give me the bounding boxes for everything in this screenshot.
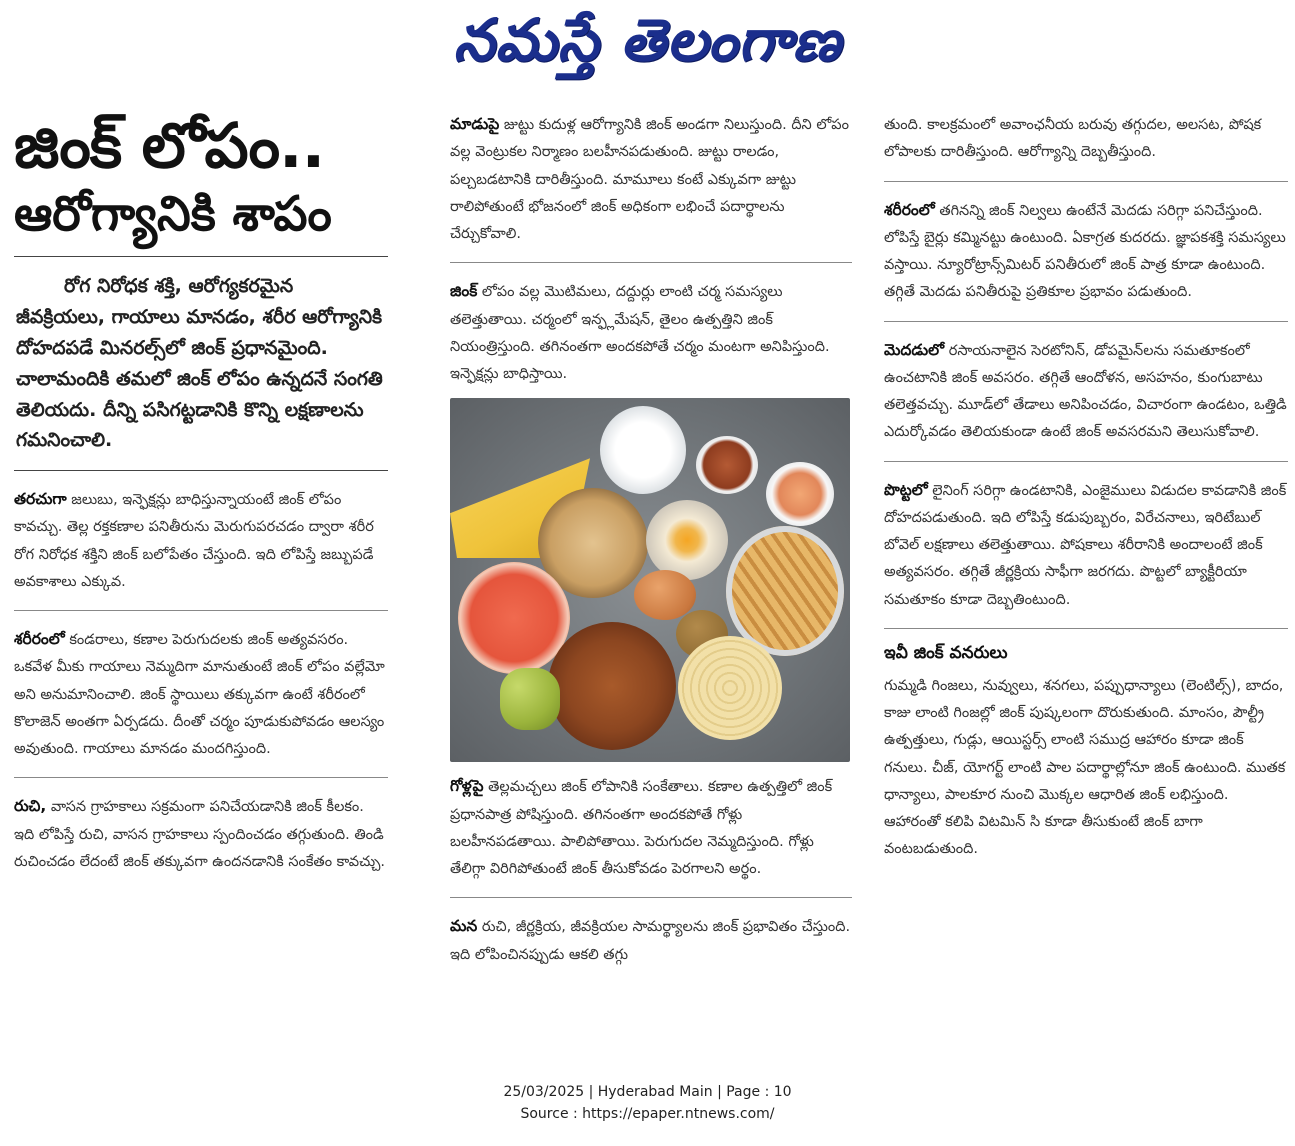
paragraph: తరచుగా జలుబు, ఇన్ఫెక్షన్లు బాధిస్తున్నాయంటే జింక్ లోపం కావచ్చు. తెల్ల రక్తకణాల పనితీరును మెరుగుపరచడం ద్వారా శరీర రోగ నిరోధక శక్తిని జింక్ బలోపేతం చేస్తుంది. ఇది లోపిస్తే జబ్బుపడే అవకాశాలు ఎక్కువ.: [14, 490, 374, 590]
divider: [884, 461, 1288, 462]
shrimp-bowl: [766, 462, 834, 526]
almond-bowl: [696, 436, 758, 494]
paragraph: గోళ్లపై తెల్లమచ్చలు జింక్ లోపానికి సంకేతాలు. కణాల ఉత్పత్తిలో జింక్ ప్రధానపాత్ర పోషిస్తుంది. తగినంతగా అందకపోతే గోళ్లు బలహీనపడతాయి. పాలిపోతాయి. పెరుగుదల నెమ్మదిస్తుంది. గోళ్లు తేలిగ్గా విరిగిపోతుంటే జింక్ తీసుకోవడం పెరగాలని అర్థం.: [450, 777, 833, 877]
divider: [450, 262, 852, 263]
divider: [14, 470, 388, 471]
paragraph: పొట్టలో లైనింగ్ సరిగ్గా ఉండటానికి, ఎంజైములు విడుదల కావడానికి జింక్ దోహదపడుతుంది. ఇది లోపిస్తే కడుపుబ్బరం, విరేచనాలు, ఇరిటేబుల్ బోవెల్ లక్షణాలు తలెత్తుతాయి. పోషకాలు శరీరానికి అందాలంటే జింక్ అత్యవసరం. తగ్గితే జీర్ణక్రియ సాఫీగా జరగదు. పొట్టలో బ్యాక్టీరియా సమతూకం కూడా దెబ్బతింటుంది.: [884, 480, 1287, 608]
divider: [14, 777, 388, 778]
zinc-foods-photo: [450, 398, 850, 762]
rice-crackers: [678, 636, 782, 740]
paragraph: శరీరంలో కండరాలు, కణాల పెరుగుదలకు జింక్ అత్యవసరం. ఒకవేళ మీకు గాయాలు నెమ్మదిగా మానుతుంటే జింక్ లోపం వల్లేమో అని అనుమానించాలి. జింక్ స్థాయిలు తక్కువగా ఉంటే శరీరంలో కొలాజెన్ అంతగా ఏర్పడదు. దీంతో చర్మం పూడుకుపోవడం ఆలస్యం అవుతుంది. గాయాలు మానడం మందగిస్తుంది.: [14, 630, 385, 758]
paragraph: మన రుచి, జీర్ణక్రియ, జీవక్రియల సామర్థ్యాలను జింక్ ప్రభావితం చేస్తుంది. ఇది లోపించినప్పుడు ఆకలి తగ్గు: [450, 917, 851, 963]
column-1: [14, 110, 388, 876]
article-headline: [14, 110, 388, 242]
headline-line-2: ఆరోగ్యానికి శాపం: [14, 186, 332, 243]
paragraph: మెదడులో రసాయనాలైన సెరటోనిన్, డోపమైన్‌లను సమతూకంలో ఉంచటానికి జింక్ అవసరం. తగ్గితే ఆందోళన, అసహనం, కుంగుబాటు తలెత్తవచ్చు. మూడ్‌లో తేడాలు అనిపించడం, విచారంగా ఉండటం, ఒత్తిడి ఎదుర్కోవడం తెలియకుండా ఉంటే జింక్ అవసరమని తెలుసుకోవాలి.: [884, 340, 1287, 441]
divider: [450, 897, 852, 898]
hazelnut-bowl: [548, 622, 676, 750]
paragraph: జింక్ లోపం వల్ల మొటిమలు, దద్దుర్లు లాంటి చర్మ సమస్యలు తలెత్తుతాయి. చర్మంలో ఇన్ఫ్లమేషన్, తైలం ఉత్పత్తిని జింక్ నియంత్రిస్తుంది. తగినంతగా అందకపోతే చర్మం మంటగా అనిపిస్తుంది. ఇన్ఫెక్షన్లు బాధిస్తాయి.: [450, 282, 830, 382]
column-2: [450, 110, 852, 969]
divider: [14, 610, 388, 611]
paragraph: శరీరంలో తగినన్ని జింక్ నిల్వలు ఉంటేనే మెదడు సరిగ్గా పనిచేస్తుంది. లోపిస్తే బైర్లు కమ్మినట్టు ఉంటుంది. ఏకాగ్రత కుదరదు. జ్ఞాపకశక్తి సమస్యలు వస్తాయి. న్యూరోట్రాన్స్‌మిటర్ పనితీరులో జింక్ పాత్ర కూడా ఉంటుంది. తగ్గితే మెదడు పనితీరుపై ప్రతికూల ప్రభావం పడుతుంది.: [884, 200, 1286, 301]
article-lede: రోగ నిరోధక శక్తి, ఆరోగ్యకరమైన జీవక్రియలు, గాయాలు మానడం, శరీర ఆరోగ్యానికి దోహదపడే మినరల్స్‌లో జింక్ ప్రధానమైంది. చాలామందికి తమలో జింక్ లోపం ఉన్నదనే సంగతి తెలియదు. దీన్ని పసిగట్టడానికి కొన్ని లక్షణాలను గమనించాలి.: [16, 275, 383, 452]
footer-edition-info: 25/03/2025 | Hyderabad Main | Page : 10: [503, 1084, 792, 1100]
paragraph: రుచి, వాసన గ్రాహకాలు సక్రమంగా పనిచేయడానికి జింక్ కీలకం. ఇది లోపిస్తే రుచి, వాసన గ్రాహకాలు స్పందించడం తగ్గుతుంది. తిండి రుచించడం లేదంటే జింక్ తక్కువగా ఉందనడానికి సంకేతం కావచ్చు.: [14, 797, 385, 870]
egg-bowl: [646, 500, 728, 580]
sources-paragraph: గుమ్మడి గింజలు, నువ్వులు, శనగలు, పప్పుధాన్యాలు (లెంటిల్స్), బాదం, కాజు లాంటి గింజల్లో జింక్ పుష్కలంగా దొరుకుతుంది. మాంసం, పౌల్ట్రీ ఉత్పత్తులు, గుడ్లు, ఆయిస్టర్స్ లాంటి సముద్ర ఆహారం కూడా జింక్ గనులు. చీజ్, యోగర్ట్ లాంటి పాల పదార్థాల్లోనూ జింక్ ఉంటుంది. ముతక ధాన్యాలు, పాలకూర నుంచి మొక్కల ఆధారిత జింక్ లభిస్తుంది. ఆహారంతో కలిపి విటమిన్ సి కూడా తీసుకుంటే జింక్ బాగా వంటబడుతుంది.: [884, 677, 1286, 858]
grapefruit: [458, 562, 570, 674]
paragraph: మాడుపై జుట్టు కుదుళ్ల ఆరోగ్యానికి జింక్ అండగా నిలుస్తుంది. దీని లోపం వల్ల వెంట్రుకల నిర్మాణం బలహీనపడుతుంది. జుట్టు రాలడం, పల్చబడటానికి దారితీస్తుంది. మామూలు కంటే ఎక్కువగా జుట్టు రాలిపోతుంటే భోజనంలో జింక్ అధికంగా లభించే పదార్థాలను చేర్చుకోవాలి.: [450, 115, 849, 242]
milk-glass: [600, 406, 686, 494]
sources-heading: ఇవీ జింక్ వనరులు: [884, 642, 1008, 663]
divider: [884, 181, 1288, 182]
divider: [884, 628, 1288, 629]
grapes: [500, 668, 560, 730]
pasta-bowl: [726, 526, 844, 656]
paragraph: తుంది. కాలక్రమంలో అవాంఛనీయ బరువు తగ్గుదల, అలసట, పోషక లోపాలకు దారితీస్తుంది. ఆరోగ్యాన్ని దెబ్బతీస్తుంది.: [884, 117, 1262, 161]
footer-source-link[interactable]: Source : https://epaper.ntnews.com/: [520, 1105, 775, 1122]
masthead: [0, 0, 1295, 90]
headline-line-1: జింక్ లోపం..: [14, 109, 325, 182]
divider: [884, 321, 1288, 322]
egg: [634, 570, 696, 620]
divider: [14, 256, 388, 257]
masthead-logo: నమస్తే తెలంగాణ: [453, 6, 842, 74]
column-3: [884, 110, 1288, 864]
page-footer: [0, 1082, 1295, 1125]
